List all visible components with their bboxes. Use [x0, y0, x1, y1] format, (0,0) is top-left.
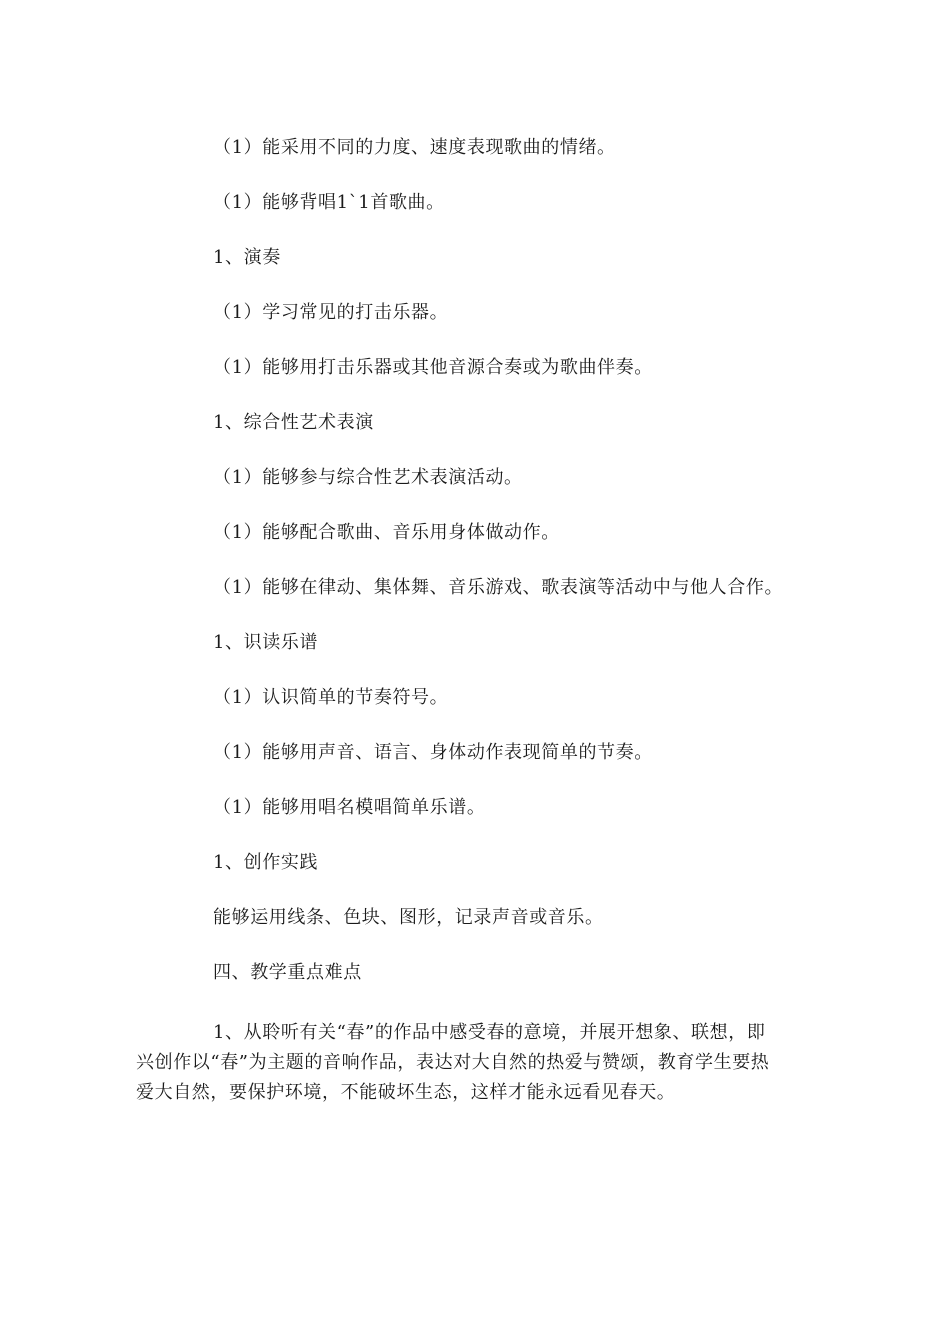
text-line: （1）认识简单的节奏符号。 [213, 687, 449, 708]
text-line: （1）能够用唱名模唱简单乐谱。 [213, 797, 486, 818]
text-line: （1）能够在律动、集体舞、音乐游戏、歌表演等活动中与他人合作。 [213, 577, 784, 598]
body-paragraph [136, 1018, 813, 1108]
text-line: （1）能够用声音、语言、身体动作表现简单的节奏。 [213, 742, 653, 763]
paragraph-line: 爱大自然，要保护环境，不能破坏生态，这样才能永远看见春天。 [136, 1082, 676, 1103]
section-heading: 1、演奏 [213, 247, 281, 268]
section-heading: 1、综合性艺术表演 [213, 412, 374, 433]
paragraph-line: 1、从聆听有关“春”的作品中感受春的意境，并展开想象、联想，即 [213, 1022, 766, 1043]
section-heading: 1、创作实践 [213, 852, 319, 873]
text-line: 能够运用线条、色块、图形，记录声音或音乐。 [213, 907, 604, 928]
section-heading: 四、教学重点难点 [213, 962, 362, 983]
section-heading: 1、识读乐谱 [213, 632, 319, 653]
text-line: （1）能够参与综合性艺术表演活动。 [213, 467, 523, 488]
paragraph-line: 兴创作以“春”为主题的音响作品，表达对大自然的热爱与赞颂，教育学生要热 [136, 1052, 770, 1073]
text-line: （1）能够配合歌曲、音乐用身体做动作。 [213, 522, 560, 543]
text-line: （1）学习常见的打击乐器。 [213, 302, 449, 323]
text-line: （1）能够背唱1`1首歌曲。 [213, 192, 445, 213]
text-line: （1）能采用不同的力度、速度表现歌曲的情绪。 [213, 137, 616, 158]
text-line: （1）能够用打击乐器或其他音源合奏或为歌曲伴奏。 [213, 357, 653, 378]
